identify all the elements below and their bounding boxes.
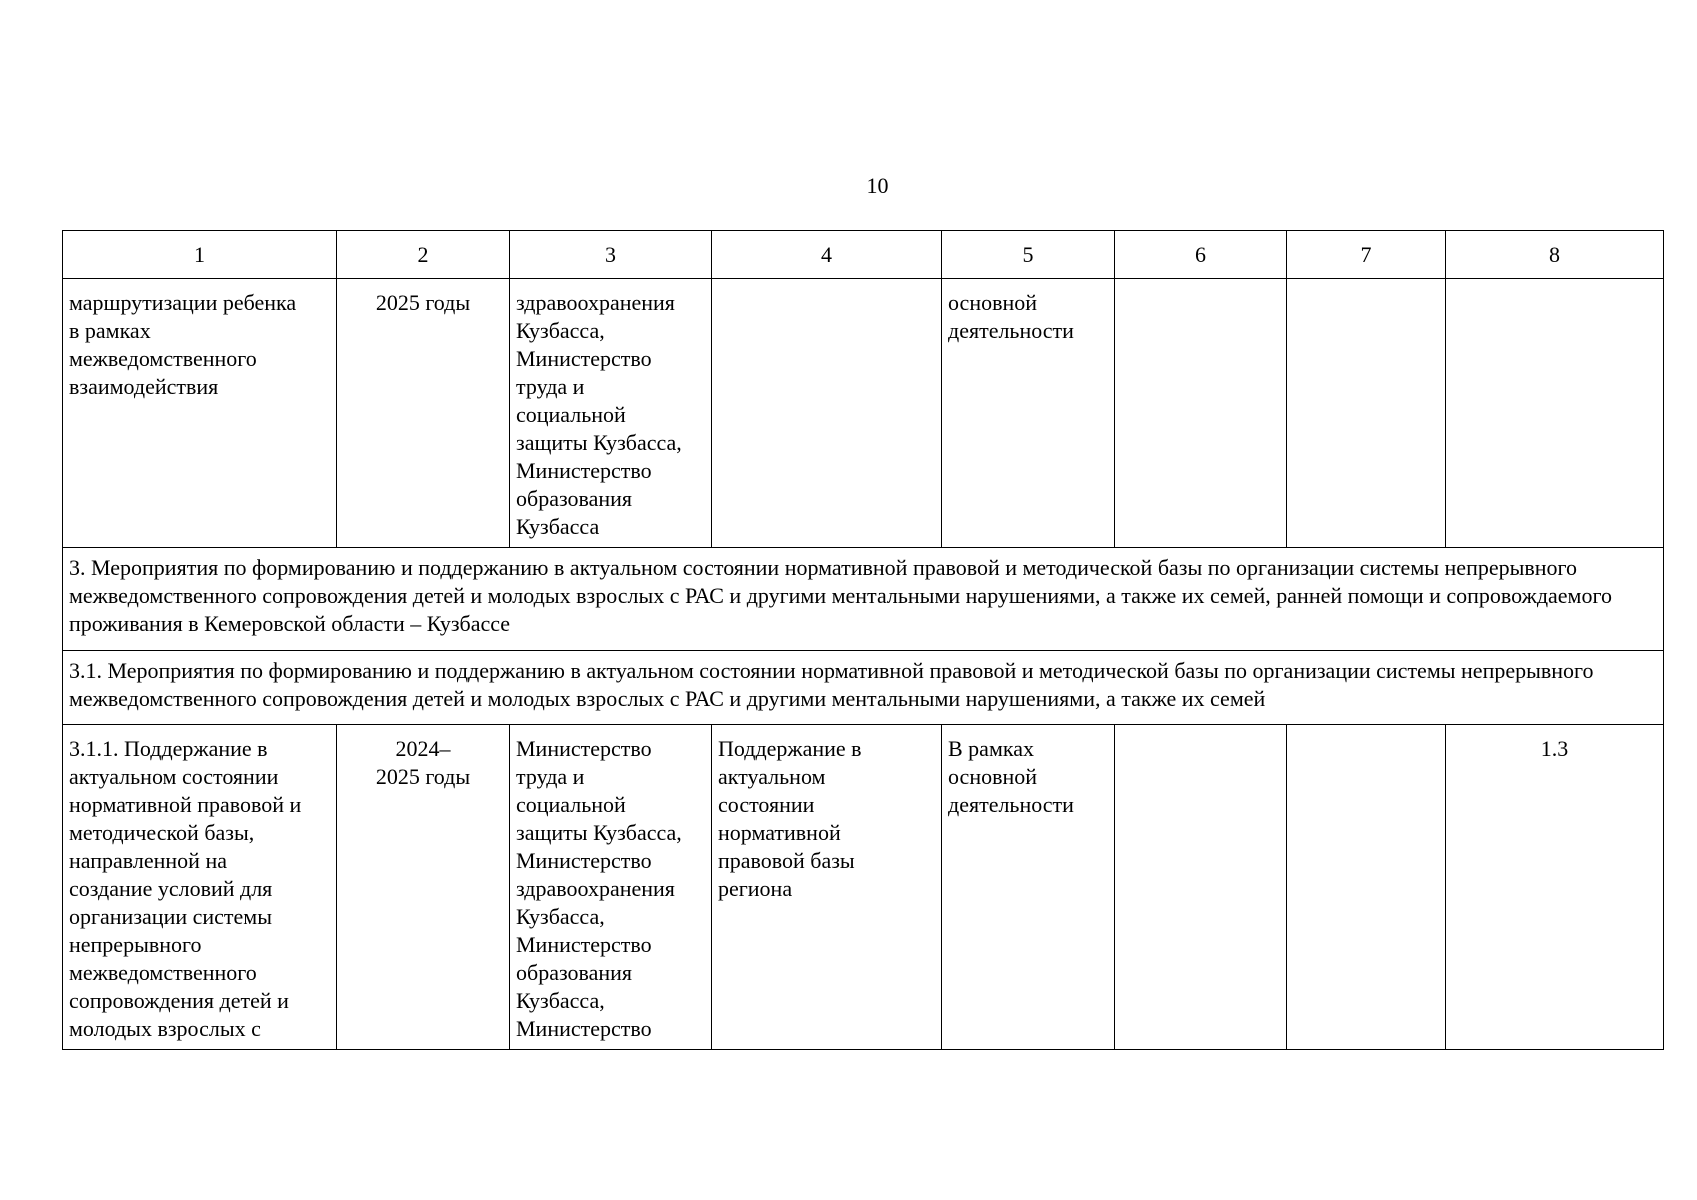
section-3-heading: 3. Мероприятия по формированию и поддержанию в актуальном состоянии нормативной правовой и методической базы по организации системы непрерывного межведомственного сопровождения детей и молодых взрослых с РАС и другими ментальными нарушениями, а также их семей, ранней помощи и сопровождаемого проживания в Кемеровской области – Кузбассе bbox=[63, 548, 1664, 651]
indicator-cell: 1.3 bbox=[1446, 725, 1664, 1050]
measure-name-cell: 3.1.1. Поддержание в актуальном состоянии нормативной правовой и методической базы, направленной на создание условий для организации системы непрерывного межведомственного сопровождения детей и молодых взрослых с bbox=[63, 725, 337, 1050]
indicator-cell bbox=[1446, 279, 1664, 548]
responsible-cell: Министерство труда и социальной защиты Кузбасса, Министерство здравоохранения Кузбасса, Министерство образования Кузбасса, Министерство bbox=[510, 725, 712, 1050]
table-row bbox=[63, 279, 1664, 548]
column-7-cell bbox=[1287, 725, 1446, 1050]
measure-name-cell: маршрутизации ребенка в рамках межведомственного взаимодействия bbox=[63, 279, 337, 548]
column-6-cell bbox=[1115, 279, 1287, 548]
period-cell: 2025 годы bbox=[337, 279, 510, 548]
table-row bbox=[63, 725, 1664, 1050]
page-number: 10 bbox=[866, 173, 889, 198]
result-cell: Поддержание в актуальном состоянии нормативной правовой базы региона bbox=[712, 725, 942, 1050]
column-number-8: 8 bbox=[1446, 231, 1664, 279]
column-number-4: 4 bbox=[712, 231, 942, 279]
column-number-6: 6 bbox=[1115, 231, 1287, 279]
responsible-cell: здравоохранения Кузбасса, Министерство труда и социальной защиты Кузбасса, Министерство образования Кузбасса bbox=[510, 279, 712, 548]
section-3-1-heading: 3.1. Мероприятия по формированию и поддержанию в актуальном состоянии нормативной правовой и методической базы по организации системы непрерывного межведомственного сопровождения детей и молодых взрослых с РАС и другими ментальными нарушениями, а также их семей bbox=[63, 651, 1664, 725]
measures-table bbox=[62, 230, 1664, 1050]
column-number-2: 2 bbox=[337, 231, 510, 279]
funding-cell: основной деятельности bbox=[942, 279, 1115, 548]
column-number-7: 7 bbox=[1287, 231, 1446, 279]
column-number-3: 3 bbox=[510, 231, 712, 279]
subsection-row bbox=[63, 651, 1664, 725]
funding-cell: В рамках основной деятельности bbox=[942, 725, 1115, 1050]
section-row bbox=[63, 548, 1664, 651]
column-number-1: 1 bbox=[63, 231, 337, 279]
column-7-cell bbox=[1287, 279, 1446, 548]
result-cell bbox=[712, 279, 942, 548]
column-6-cell bbox=[1115, 725, 1287, 1050]
period-cell: 2024– 2025 годы bbox=[337, 725, 510, 1050]
table-header-row bbox=[63, 231, 1664, 279]
column-number-5: 5 bbox=[942, 231, 1115, 279]
